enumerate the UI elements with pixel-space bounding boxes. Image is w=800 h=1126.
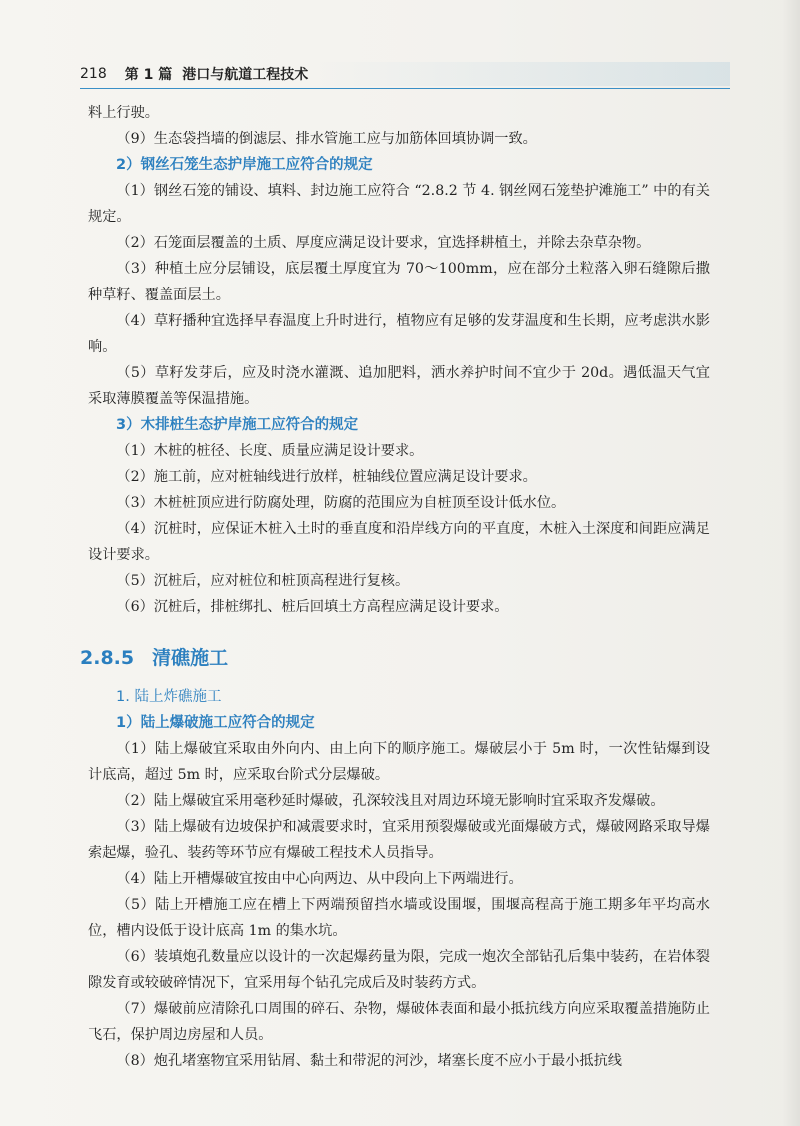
paragraph: （3）木桩桩顶应进行防腐处理，防腐的范围应为自桩顶至设计低水位。 <box>116 495 566 511</box>
section-title: 清礁施工 <box>152 647 229 669</box>
paragraph: （3）陆上爆破有边坡保护和减震要求时，宜采用预裂爆破或光面爆破方式，爆破网路采取导爆索起爆，验孔、装药等环节应有爆破工程技术人员指导。 <box>88 819 710 861</box>
page-spine-shadow <box>782 0 800 1126</box>
paragraph: 料上行驶。 <box>88 105 159 121</box>
subsection-heading: 1. 陆上炸礁施工 <box>116 689 222 705</box>
paragraph: （2）石笼面层覆盖的土质、厚度应满足设计要求，宜选择耕植土，并除去杂草杂物。 <box>116 235 651 251</box>
paragraph: （9）生态袋挡墙的倒滤层、排水管施工应与加筋体回填协调一致。 <box>116 131 537 147</box>
paragraph: （6）沉桩后，排桩绑扎、桩后回填土方高程应满足设计要求。 <box>116 599 509 615</box>
running-header <box>80 60 730 89</box>
header-band <box>310 62 730 86</box>
paragraph: （6）装填炮孔数量应以设计的一次起爆药量为限，完成一炮次全部钻孔后集中装药，在岩体裂隙发育或较破碎情况下，宜采用每个钻孔完成后及时装药方式。 <box>88 949 710 991</box>
paragraph: （1）陆上爆破宜采取由外向内、由上向下的顺序施工。爆破层小于 5m 时，一次性钻爆到设计底高，超过 5m 时，应采取台阶式分层爆破。 <box>88 741 710 783</box>
paragraph: （8）炮孔堵塞物宜采用钻屑、黏土和带泥的河沙，堵塞长度不应小于最小抵抗线 <box>116 1053 622 1069</box>
part-label: 第 1 篇 <box>124 67 173 83</box>
paragraph: （1）钢丝石笼的铺设、填料、封边施工应符合 “2.8.2 节 4. 钢丝网石笼垫护滩施工” 中的有关规定。 <box>88 183 710 225</box>
paragraph: （7）爆破前应清除孔口周围的碎石、杂物，爆破体表面和最小抵抗线方向应采取覆盖措施防止飞石，保护周边房屋和人员。 <box>88 1001 710 1043</box>
text-block-1 <box>88 100 710 620</box>
paragraph: （5）草籽发芽后，应及时浇水灌溉、追加肥料，洒水养护时间不宜少于 20d。遇低温天气宜采取薄膜覆盖等保温措施。 <box>88 365 710 407</box>
section-number: 2.8.5 <box>80 647 135 669</box>
paragraph: （2）陆上爆破宜采用毫秒延时爆破，孔深较浅且对周边环境无影响时宜采取齐发爆破。 <box>116 793 665 809</box>
section-heading <box>80 644 710 672</box>
paragraph: （1）木桩的桩径、长度、质量应满足设计要求。 <box>116 443 424 459</box>
paragraph: （4）草籽播种宜选择早春温度上升时进行，植物应有足够的发芽温度和生长期，应考虑洪水影响。 <box>88 313 710 355</box>
paragraph: （5）沉桩后，应对桩位和桩顶高程进行复核。 <box>116 573 410 589</box>
header-title: 港口与航道工程技术 <box>182 67 309 83</box>
subheading: 1）陆上爆破施工应符合的规定 <box>116 715 315 731</box>
paragraph: （2）施工前，应对桩轴线进行放样，桩轴线位置应满足设计要求。 <box>116 469 537 485</box>
subheading: 3）木排桩生态护岸施工应符合的规定 <box>116 417 359 433</box>
paragraph: （5）陆上开槽施工应在槽上下两端预留挡水墙或设围堰，围堰高程高于施工期多年平均高水位，槽内设低于设计底高 1m 的集水坑。 <box>88 897 710 939</box>
paragraph: （4）沉桩时，应保证木桩入土时的垂直度和沿岸线方向的平直度，木桩入土深度和间距应满足设计要求。 <box>88 521 710 563</box>
page-number: 218 <box>80 66 107 82</box>
paragraph: （4）陆上开槽爆破宜按由中心向两边、从中段向上下两端进行。 <box>116 871 523 887</box>
page-body <box>80 100 710 1074</box>
subheading: 2）钢丝石笼生态护岸施工应符合的规定 <box>116 157 373 173</box>
text-block-2 <box>88 684 710 1074</box>
paragraph: （3）种植土应分层铺设，底层覆土厚度宜为 70～100mm，应在部分土粒落入卵石缝隙后撒种草籽、覆盖面层土。 <box>88 261 710 303</box>
